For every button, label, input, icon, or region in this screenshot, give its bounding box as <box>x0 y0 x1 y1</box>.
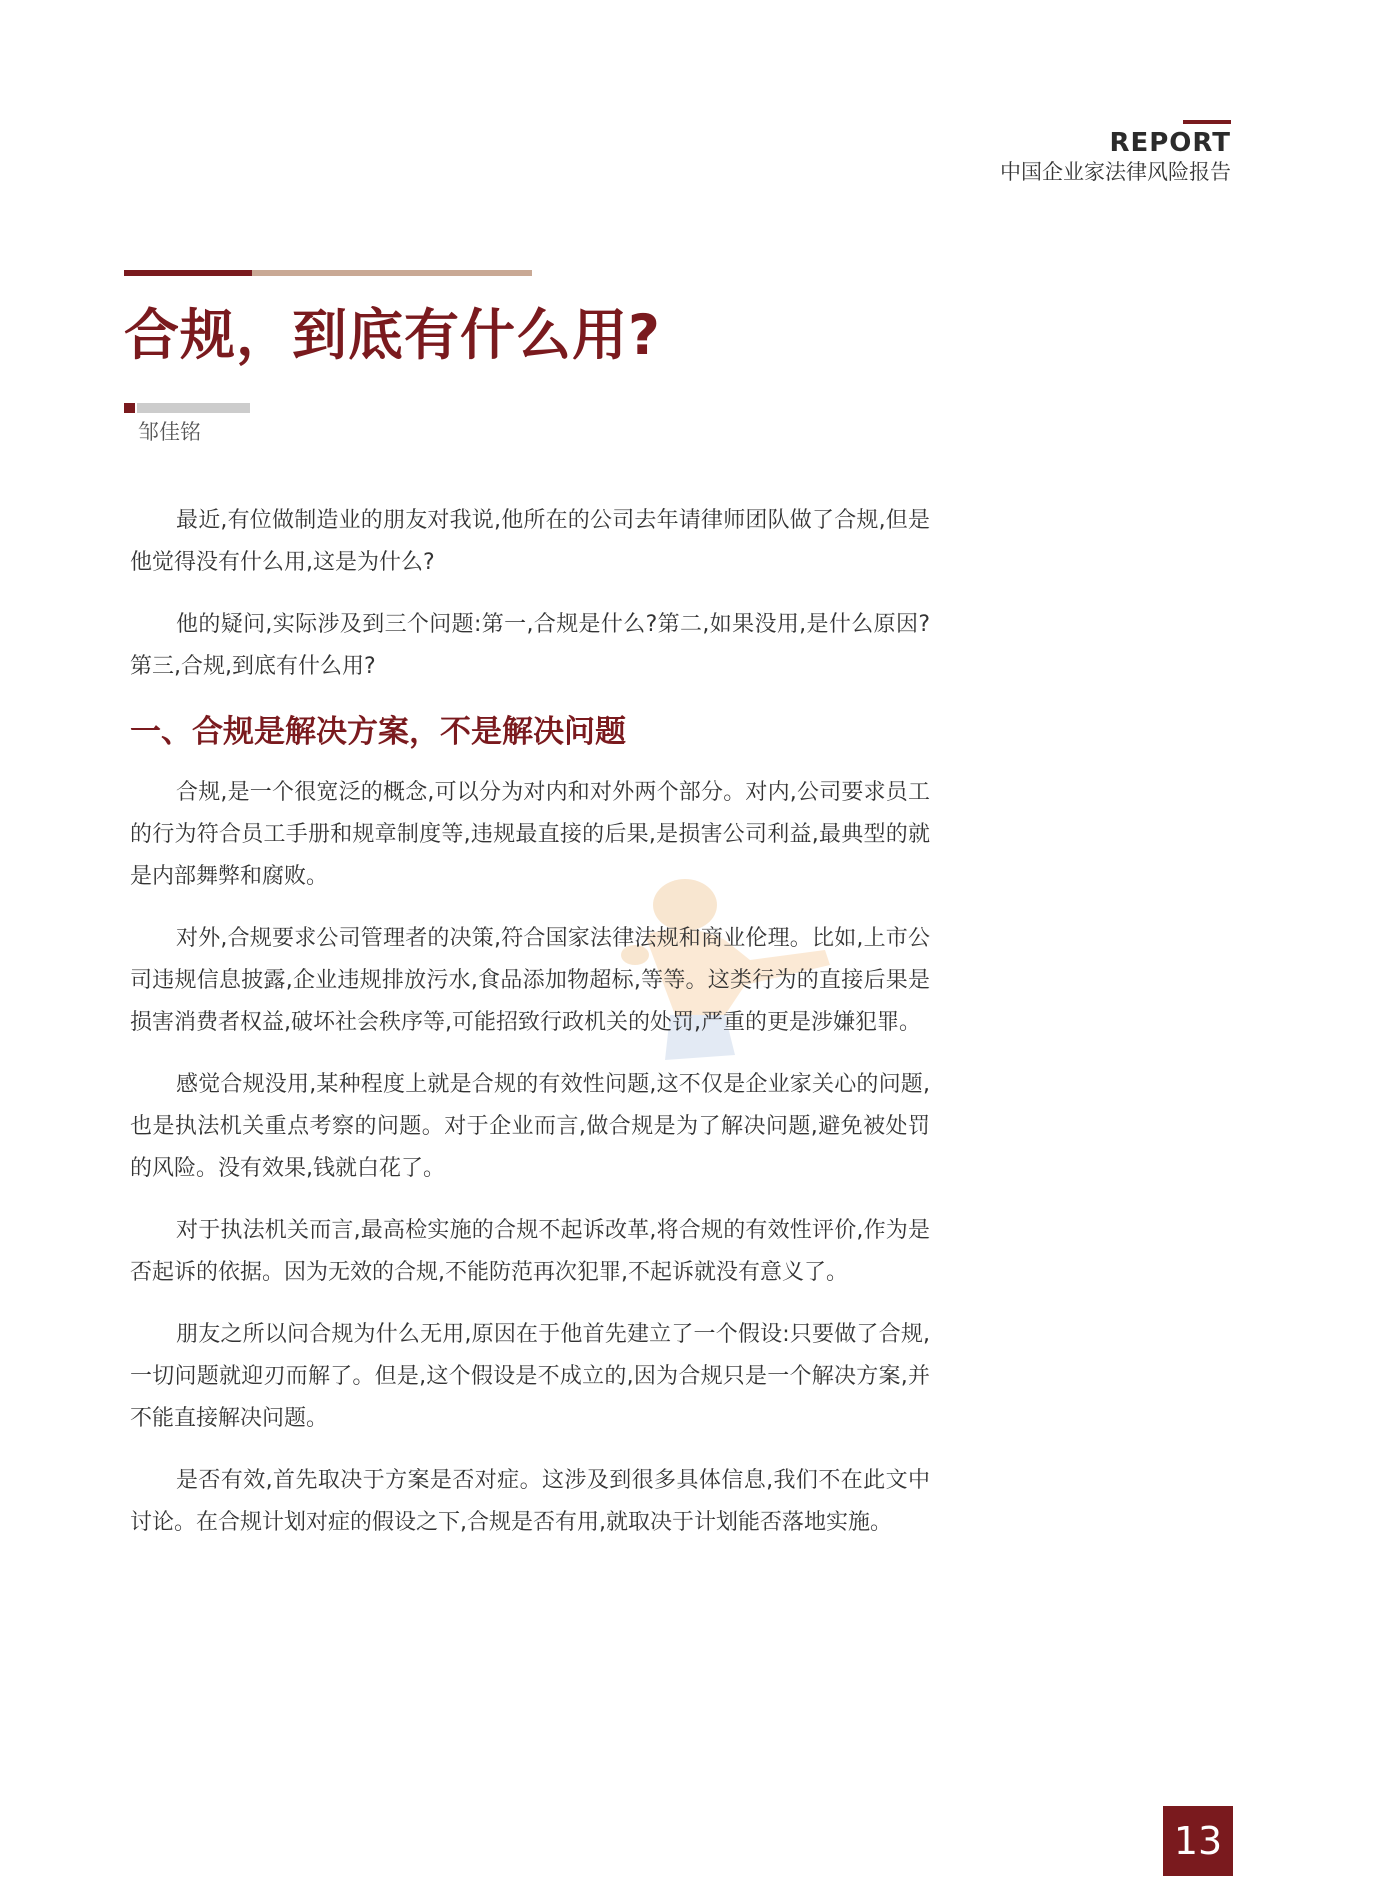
author-bar-dark <box>124 403 135 413</box>
running-header <box>1000 120 1231 186</box>
intro-paragraph: 最近,有位做制造业的朋友对我说,他所在的公司去年请律师团队做了合规,但是他觉得没有什么用,这是为什么? <box>130 508 930 575</box>
title-rule-light <box>252 270 532 276</box>
body-paragraph: 对外,合规要求公司管理者的决策,符合国家法律法规和商业伦理。比如,上市公司违规信息披露,企业违规排放污水,食品添加物超标,等等。这类行为的直接后果是损害消费者权益,破坏社会秩序等,可能招致行政机关的处罚,严重的更是涉嫌犯罪。 <box>130 926 930 1035</box>
author-bar <box>124 403 250 413</box>
section-heading: 一、合规是解决方案，不是解决问题 <box>130 714 626 750</box>
author-bar-light <box>137 403 250 413</box>
body-paragraph: 对于执法机关而言,最高检实施的合规不起诉改革,将合规的有效性评价,作为是否起诉的依据。因为无效的合规,不能防范再次犯罪,不起诉就没有意义了。 <box>130 1218 930 1285</box>
intro-paragraph: 他的疑问,实际涉及到三个问题:第一,合规是什么?第二,如果没用,是什么原因?第三,合规,到底有什么用? <box>130 612 930 679</box>
title-rule <box>124 270 532 276</box>
body-paragraph: 合规,是一个很宽泛的概念,可以分为对内和对外两个部分。对内,公司要求员工的行为符合员工手册和规章制度等,违规最直接的后果,是损害公司利益,最典型的就是内部舞弊和腐败。 <box>130 780 930 889</box>
page-number: 13 <box>1163 1806 1233 1876</box>
article-body <box>130 500 930 1564</box>
header-rule <box>1183 120 1231 124</box>
author-name: 邹佳铭 <box>138 420 201 444</box>
body-paragraph: 朋友之所以问合规为什么无用,原因在于他首先建立了一个假设:只要做了合规,一切问题就迎刃而解了。但是,这个假设是不成立的,因为合规只是一个解决方案,并不能直接解决问题。 <box>130 1322 930 1431</box>
report-subtitle: 中国企业家法律风险报告 <box>1000 160 1231 184</box>
body-paragraph: 是否有效,首先取决于方案是否对症。这涉及到很多具体信息,我们不在此文中讨论。在合规计划对症的假设之下,合规是否有用,就取决于计划能否落地实施。 <box>130 1468 930 1535</box>
body-paragraph: 感觉合规没用,某种程度上就是合规的有效性问题,这不仅是企业家关心的问题,也是执法机关重点考察的问题。对于企业而言,做合规是为了解决问题,避免被处罚的风险。没有效果,钱就白花了。 <box>130 1072 930 1181</box>
title-rule-dark <box>124 270 252 276</box>
article-title: 合规，到底有什么用? <box>124 303 661 367</box>
report-label: REPORT <box>1109 128 1231 158</box>
